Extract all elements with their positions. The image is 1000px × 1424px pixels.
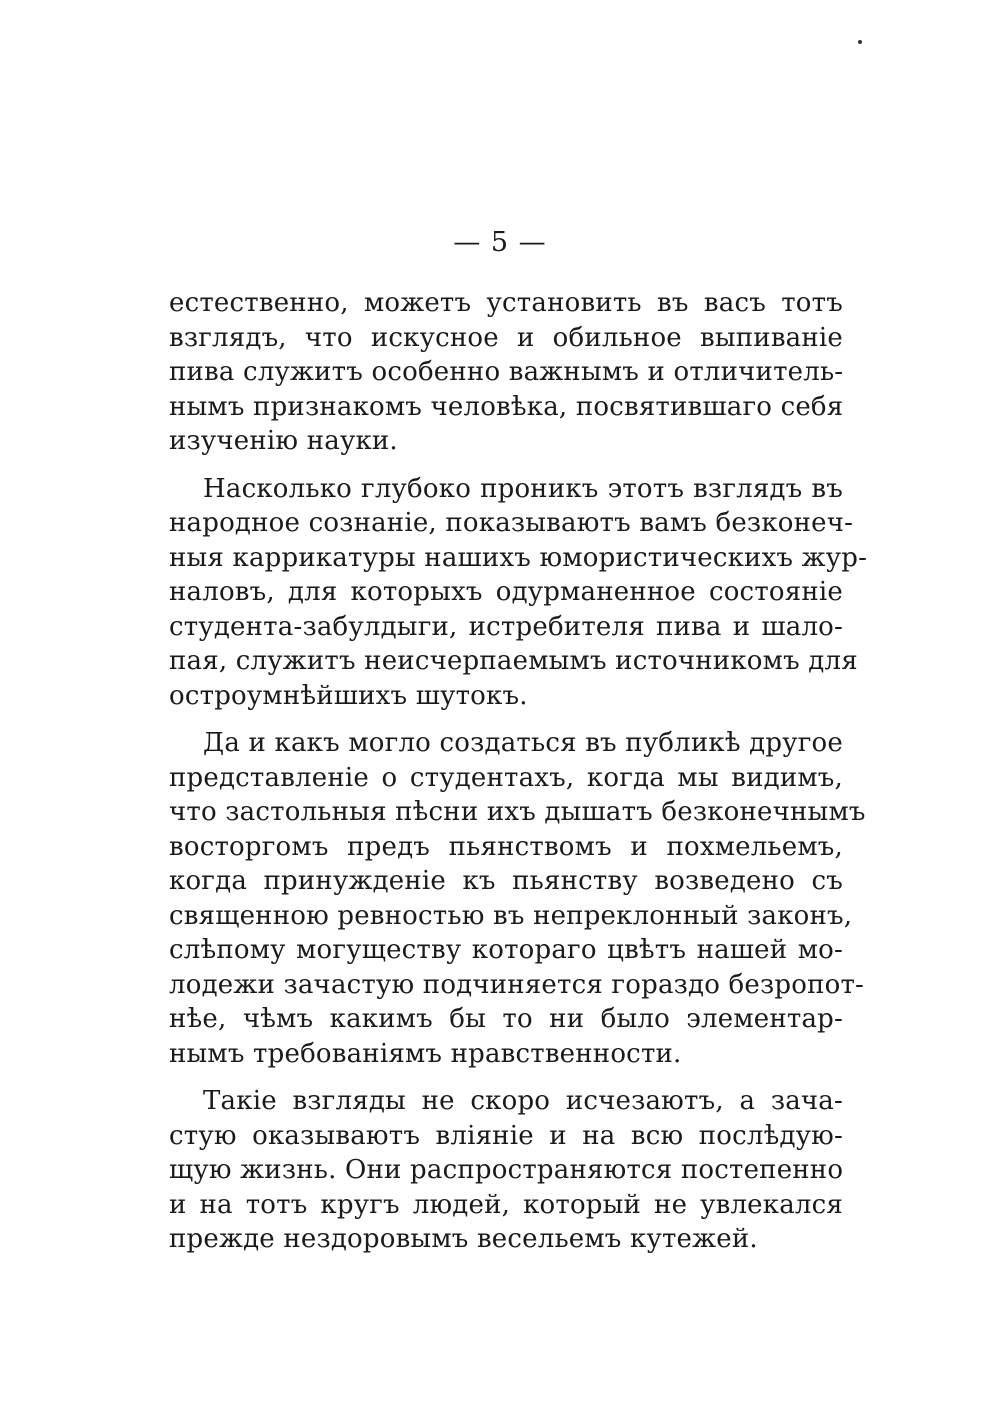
text-line: священною ревностью въ непреклонный законъ, <box>169 900 853 931</box>
text-line: пива служитъ особенно важнымъ и отличитель- <box>169 357 844 387</box>
text-line: народное сознанiе, показываютъ вамъ безконеч- <box>169 508 854 538</box>
text-line: лодежи зачастую подчиняется гораздо безропот- <box>169 969 865 1000</box>
text-line: нѣе, чѣмъ какимъ бы то ни было элементар- <box>169 1004 843 1034</box>
text-line: студента-забулдыги, истребителя пива и шало- <box>169 611 843 642</box>
text-line: Насколько глубоко проникъ этотъ взглядъ въ <box>203 473 843 504</box>
text-line: когда принужденiе къ пьянству возведено съ <box>169 866 843 896</box>
text-line: взглядъ, что искусное и обильное выпиванiе <box>169 322 843 353</box>
text-line: представленiе о студентахъ, когда мы видимъ, <box>169 762 843 793</box>
text-line: что застольныя пѣсни ихъ дышатъ безконечнымъ <box>169 797 866 827</box>
paragraph-3 <box>169 726 866 1071</box>
paragraph-1 <box>169 286 843 459</box>
text-line: остроумнѣйшихъ шутокъ. <box>169 680 528 711</box>
paragraph-2 <box>169 472 868 714</box>
text-line: ныя каррикатуры нашихъ юмористическихъ жур- <box>169 542 868 573</box>
text-line: пая, служитъ неисчерпаемымъ источникомъ для <box>169 646 858 676</box>
text-line: Да и какъ могло создаться въ публикѣ другое <box>203 728 843 758</box>
text-line: естественно, можетъ установить въ васъ тотъ <box>169 288 843 318</box>
text-line: прежде нездоровымъ весельемъ кутежей. <box>169 1224 758 1254</box>
text-line: восторгомъ предъ пьянствомъ и похмельемъ, <box>169 831 843 862</box>
print-speck <box>858 40 862 44</box>
text-line: слѣпому могуществу котораго цвѣтъ нашей мо- <box>169 935 843 965</box>
text-line: наловъ, для которыхъ одурманенное состоянiе <box>169 577 843 607</box>
text-line: изученiю науки. <box>169 426 398 456</box>
page-number: — 5 — <box>453 227 547 258</box>
body-text <box>169 286 868 1257</box>
text-line: и на тотъ кругъ людей, который не увлекался <box>169 1189 843 1220</box>
text-line: щую жизнь. Они распространяются постепенно <box>169 1155 844 1185</box>
text-line: нымъ признакомъ человѣка, посвятившаго себя <box>169 391 844 422</box>
paragraph-4 <box>169 1084 843 1257</box>
text-line: Такiе взгляды не скоро исчезаютъ, а зача- <box>203 1086 843 1116</box>
text-line: нымъ требованiямъ нравственности. <box>169 1038 682 1069</box>
text-line: стую оказываютъ влiянiе и на всю послѣдую- <box>169 1120 843 1151</box>
